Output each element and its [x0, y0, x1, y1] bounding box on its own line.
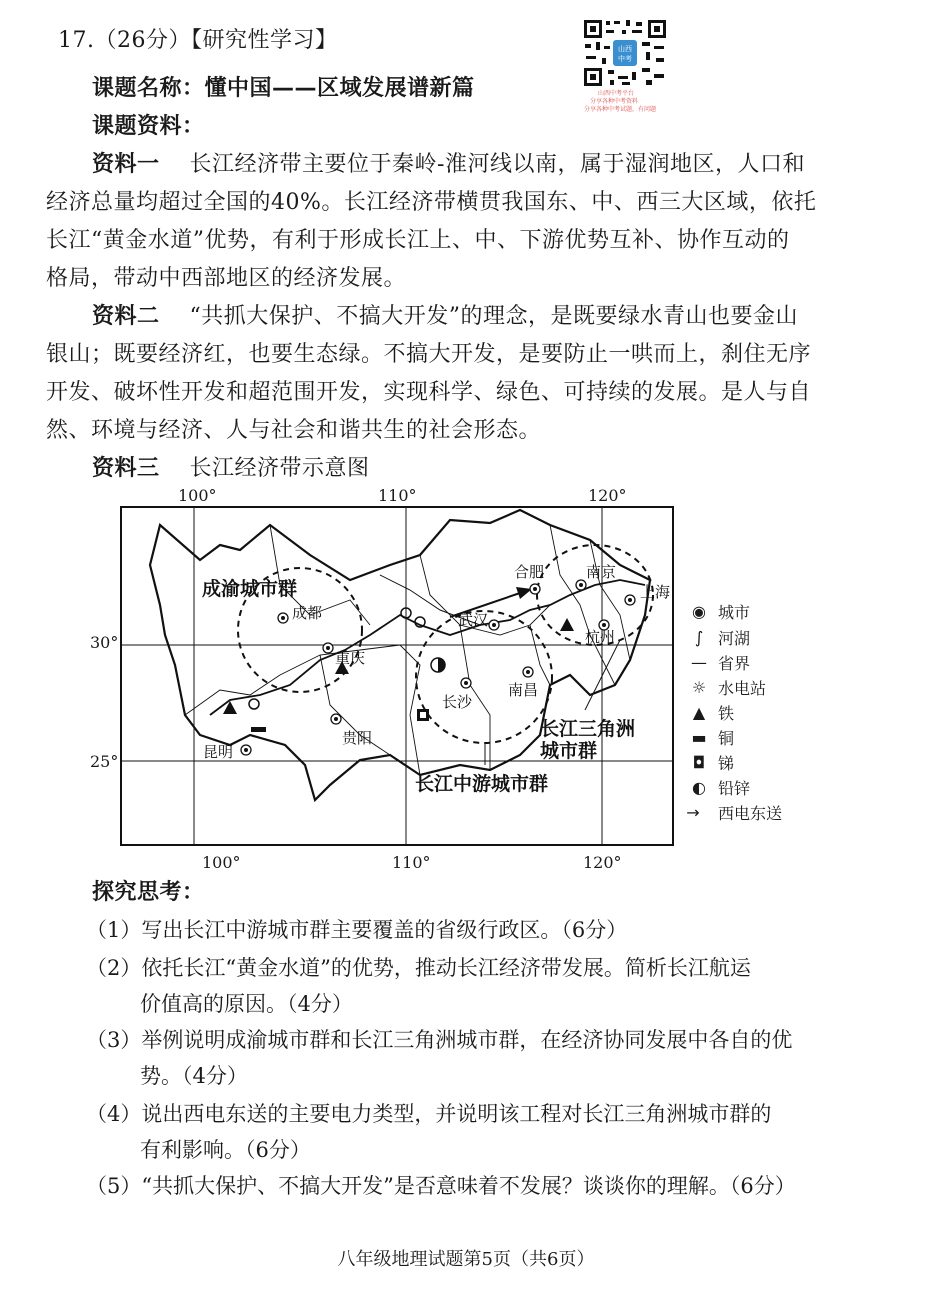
city-chengdu: 成都	[292, 604, 323, 622]
city-chongqing: 重庆	[335, 649, 366, 667]
material2-line2: 银山；既要经济红，也要生态绿。不搞大开发，是要防止一哄而上，刹住无序	[46, 342, 812, 367]
lon-top-120: 120°	[588, 486, 627, 505]
question-5: （5）“共抓大保护、不搞大开发”是否意味着不发展？谈谈你的理解。（6分）	[86, 1174, 796, 1198]
material1-line3: 长江“黄金水道”优势，有利于形成长江上、中、下游优势互补、协作互动的	[46, 228, 790, 253]
lon-bottom-120: 120°	[583, 853, 622, 872]
legend-item-city	[690, 600, 750, 623]
power-transmission-icon: →	[686, 803, 700, 822]
legend-label: 铁	[718, 704, 735, 723]
legend-item-iron	[690, 701, 734, 724]
lon-bottom-100: 100°	[202, 853, 241, 872]
city-hangzhou: 杭州	[585, 628, 616, 646]
yangtze-economic-belt-map	[120, 485, 675, 847]
legend-item-hydropower	[690, 676, 766, 699]
material2-line3: 开发、破坏性开发和超范围开发，实现科学、绿色、可持续的发展。是人与自	[46, 380, 812, 405]
city-shanghai: 上海	[640, 583, 671, 601]
copper-icon: ▬	[691, 728, 707, 747]
material1-line1	[46, 146, 805, 184]
legend-item-antimony	[690, 751, 734, 774]
city-icon: ◉	[692, 602, 706, 621]
legend-label: 铅锌	[718, 779, 751, 798]
material1-line4: 格局，带动中西部地区的经济发展。	[46, 266, 407, 291]
material2-line4: 然、环境与经济、人与社会和谐共生的社会形态。	[46, 418, 542, 443]
material3-title: 长江经济带示意图	[189, 456, 370, 481]
material1-label: 资料一	[92, 152, 160, 177]
material3-label: 资料三	[92, 456, 160, 481]
city-nanchang: 南昌	[508, 681, 539, 699]
legend-label: 城市	[718, 603, 751, 622]
city-kunming: 昆明	[203, 743, 234, 761]
material1-line2: 经济总量均超过全国的40%。长江经济带横贯我国东、中、西三大区域，依托	[46, 190, 817, 215]
legend-item-power	[678, 801, 782, 824]
material3-line	[46, 450, 370, 488]
label-chengyu: 成渝城市群	[202, 578, 298, 600]
qr-code-icon	[582, 18, 668, 88]
question-3-line2: 势。（4分）	[140, 1064, 248, 1088]
hydropower-icon: ☼	[691, 678, 707, 697]
copper-deposit	[251, 727, 266, 732]
city-hefei: 合肥	[514, 563, 545, 581]
legend-label: 锑	[718, 754, 735, 773]
question-2-line2: 价值高的原因。（4分）	[140, 992, 353, 1016]
antimony-icon: ◘	[692, 753, 706, 772]
river-icon: ∫	[694, 628, 704, 647]
legend-item-boundary	[690, 651, 750, 674]
question-4-line1: （4）说出西电东送的主要电力类型，并说明该工程对长江三角洲城市群的	[86, 1102, 772, 1126]
question-number: 17.（26分）【研究性学习】	[58, 28, 338, 53]
lon-top-110: 110°	[378, 486, 417, 505]
iron-icon: ▲	[692, 703, 706, 722]
legend-item-copper	[690, 726, 734, 749]
label-delta-1: 长江三角洲	[540, 718, 636, 740]
question-2-line1: （2）依托长江“黄金水道”的优势，推动长江经济带发展。简析长江航运	[86, 956, 751, 980]
inquiry-heading: 探究思考：	[92, 880, 205, 905]
svg-text:中考: 中考	[618, 55, 632, 63]
material1-text-1: 长江经济带主要位于秦岭-淮河线以南，属于湿润地区，人口和	[189, 152, 805, 177]
label-middle: 长江中游城市群	[415, 773, 549, 795]
legend-label: 西电东送	[718, 804, 783, 823]
legend-item-lead-zinc	[690, 776, 750, 799]
legend-item-river	[690, 626, 750, 649]
city-guiyang: 贵阳	[342, 729, 373, 747]
legend-label: 水电站	[718, 679, 767, 698]
lat-30: 30°	[90, 633, 119, 652]
legend-label: 河湖	[718, 629, 751, 648]
legend-label: 铜	[718, 729, 735, 748]
question-3-line1: （3）举例说明成渝城市群和长江三角洲城市群，在经济协同发展中各自的优	[86, 1028, 793, 1052]
material2-line1	[46, 298, 798, 336]
qr-caption-3: 分享各种中考试题，有问题	[584, 106, 657, 113]
svg-text:山西: 山西	[618, 45, 632, 53]
materials-heading: 课题资料：	[92, 114, 205, 139]
page-footer: 八年级地理试题第5页（共6页）	[337, 1249, 595, 1270]
city-nanjing: 南京	[586, 563, 617, 581]
lead-zinc-icon: ◐	[692, 778, 706, 797]
province-boundary-icon: —	[691, 653, 707, 672]
label-delta-2: 城市群	[540, 740, 598, 762]
legend-label: 省界	[718, 654, 751, 673]
qr-code	[582, 18, 668, 88]
lon-bottom-110: 110°	[392, 853, 431, 872]
material2-text-1: “共抓大保护、不搞大开发”的理念，是既要绿水青山也要金山	[189, 304, 799, 329]
qr-caption-2: 分享各种中考资料	[590, 98, 639, 105]
question-4-line2: 有利影响。（6分）	[140, 1138, 311, 1162]
material2-label: 资料二	[92, 304, 160, 329]
lat-25: 25°	[90, 752, 119, 771]
lon-top-100: 100°	[178, 486, 217, 505]
city-changsha: 长沙	[442, 693, 473, 711]
topic-title: 课题名称：懂中国——区域发展谱新篇	[92, 76, 475, 101]
city-wuhan: 武汉	[458, 611, 489, 629]
question-1: （1）写出长江中游城市群主要覆盖的省级行政区。（6分）	[86, 918, 628, 942]
qr-caption-1: 山西中考平台	[598, 90, 635, 97]
